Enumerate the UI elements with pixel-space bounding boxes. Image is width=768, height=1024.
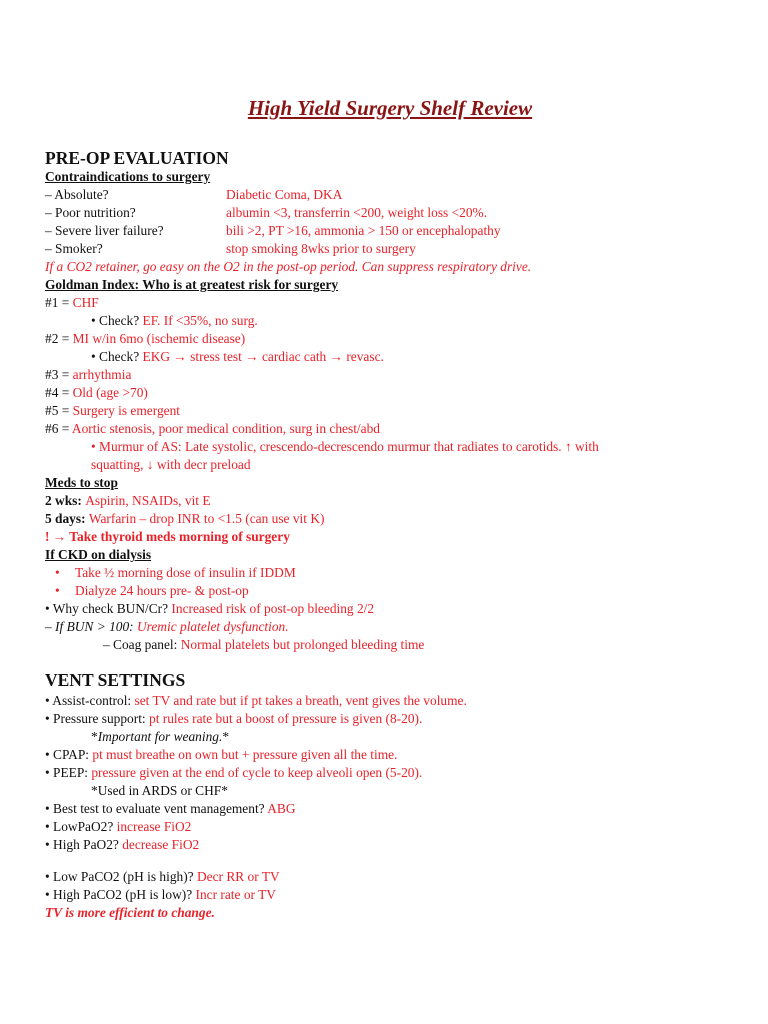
- vent-high-pao2: [45, 836, 199, 854]
- vent-value: decrease FiO2: [122, 837, 200, 852]
- document-title: High Yield Surgery Shelf Review: [247, 96, 533, 120]
- vent-pressure-support: [45, 710, 422, 728]
- vent-value: ABG: [267, 801, 296, 816]
- murmur-note-line-2: squatting, ↓ with decr preload: [91, 457, 251, 472]
- meds-list: Aspirin, NSAIDs, vit E: [85, 493, 211, 508]
- contra-value: bili >2, PT >16, ammonia > 150 or encephalopathy: [226, 223, 501, 238]
- coag-label: – Coag panel:: [103, 637, 181, 652]
- bun-value: Increased risk of post-op bleeding 2/2: [171, 601, 375, 616]
- vent-peep: [45, 764, 422, 782]
- vent-label: • Best test to evaluate vent management?: [45, 801, 268, 816]
- section-heading-vent: VENT SETTINGS: [45, 670, 186, 690]
- goldman-rank: #1 =: [45, 295, 73, 310]
- coag-panel: [103, 636, 424, 654]
- goldman-value: CHF: [72, 295, 99, 310]
- goldman-value: Surgery is emergent: [72, 403, 180, 418]
- vent-cpap: [45, 746, 397, 764]
- goldman-item-6: [45, 420, 380, 438]
- weaning-note: [91, 728, 229, 746]
- check-value: EF. If <35%, no surg.: [142, 313, 258, 328]
- check-label: • Check?: [91, 349, 143, 364]
- ckd-item: [55, 564, 296, 582]
- bun100-label: – If BUN > 100:: [45, 619, 137, 634]
- goldman-rank: #6 =: [45, 421, 72, 436]
- vent-value: pt must breathe on own but + pressure given all the time.: [92, 747, 398, 762]
- meds-list: Warfarin – drop INR to <1.5 (can use vit K): [88, 511, 325, 526]
- vent-label: • CPAP:: [45, 747, 93, 762]
- bun100-value: Uremic platelet dysfunction.: [136, 619, 289, 634]
- vent-label: • LowPaO2?: [45, 819, 117, 834]
- contra-label: – Smoker?: [45, 241, 103, 256]
- vent-label: • PEEP:: [45, 765, 92, 780]
- contra-row: [45, 204, 735, 222]
- ckd-item-text: Take ½ morning dose of insulin if IDDM: [75, 565, 296, 580]
- check-label: • Check?: [91, 313, 143, 328]
- contra-value: Diabetic Coma, DKA: [226, 187, 343, 202]
- goldman-rank: #3 =: [45, 367, 73, 382]
- meds-2wk: [45, 492, 211, 510]
- bun-check: [45, 600, 374, 618]
- goldman-value: arrhythmia: [72, 367, 132, 382]
- tv-efficiency-note: TV is more efficient to change.: [45, 905, 215, 920]
- vent-value: set TV and rate but if pt takes a breath, vent gives the volume.: [134, 693, 467, 708]
- goldman-item-5: [45, 402, 180, 420]
- bullet-icon: •: [55, 583, 60, 598]
- asterisk: *: [222, 729, 230, 744]
- ckd-item: [55, 582, 249, 600]
- ckd-item-text: Dialyze 24 hours pre- & post-op: [75, 583, 249, 598]
- vent-label: • High PaO2?: [45, 837, 123, 852]
- murmur-note-line-1: • Murmur of AS: Late systolic, crescendo-decrescendo murmur that radiates to carotids. ↑ with: [91, 439, 599, 454]
- vent-value: pressure given at the end of cycle to keep alveoli open (5-20).: [91, 765, 423, 780]
- contra-row: [45, 240, 735, 258]
- thyroid-note: ! → Take thyroid meds morning of surgery: [45, 529, 290, 544]
- contraindications-heading: Contraindications to surgery: [45, 169, 211, 184]
- section-heading-preop: PRE-OP EVALUATION: [45, 148, 229, 168]
- vent-high-paco2: [45, 886, 276, 904]
- goldman-item-1: [45, 294, 99, 312]
- vent-value: pt rules rate but a boost of pressure is given (8-20).: [149, 711, 423, 726]
- vent-label: • High PaCO2 (pH is low)?: [45, 887, 196, 902]
- goldman-heading: Goldman Index: Who is at greatest risk for surgery: [45, 277, 339, 292]
- goldman-check-2: [91, 348, 384, 366]
- meds-to-stop-heading: Meds to stop: [45, 475, 118, 490]
- vent-label: • Low PaCO2 (pH is high)?: [45, 869, 197, 884]
- vent-label: • Pressure support:: [45, 711, 149, 726]
- goldman-value: Old (age >70): [72, 385, 148, 400]
- vent-low-paco2: [45, 868, 280, 886]
- goldman-rank: #2 =: [45, 331, 73, 346]
- goldman-check-1: [91, 312, 258, 330]
- bun-100: [45, 618, 289, 636]
- goldman-rank: #4 =: [45, 385, 73, 400]
- contra-row: [45, 186, 735, 204]
- weaning-text: Important for weaning.: [97, 729, 223, 744]
- meds-5d: [45, 510, 324, 528]
- contra-label: – Severe liver failure?: [45, 223, 164, 238]
- bullet-icon: •: [55, 565, 60, 580]
- goldman-rank: #5 =: [45, 403, 73, 418]
- goldman-item-3: [45, 366, 131, 384]
- goldman-value: Aortic stenosis, poor medical condition, surg in chest/abd: [71, 421, 380, 436]
- goldman-value: MI w/in 6mo (ischemic disease): [72, 331, 246, 346]
- coag-value: Normal platelets but prolonged bleeding time: [180, 637, 425, 652]
- vent-low-pao2: [45, 818, 191, 836]
- goldman-item-2: [45, 330, 245, 348]
- ards-note: *Used in ARDS or CHF*: [91, 783, 228, 798]
- check-value: EKG → stress test → cardiac cath → revasc.: [142, 349, 384, 364]
- contra-value: albumin <3, transferrin <200, weight loss <20%.: [226, 205, 488, 220]
- contra-row: [45, 222, 735, 240]
- ckd-heading: If CKD on dialysis: [45, 547, 152, 562]
- contra-label: – Absolute?: [45, 187, 109, 202]
- vent-value: increase FiO2: [116, 819, 192, 834]
- bun-label: • Why check BUN/Cr?: [45, 601, 172, 616]
- contra-label: – Poor nutrition?: [45, 205, 136, 220]
- contra-value: stop smoking 8wks prior to surgery: [226, 241, 416, 256]
- goldman-item-4: [45, 384, 148, 402]
- co2-retainer-note: If a CO2 retainer, go easy on the O2 in the post-op period. Can suppress respiratory drive.: [45, 259, 532, 274]
- meds-timing: 5 days:: [45, 511, 89, 526]
- vent-value: Incr rate or TV: [195, 887, 276, 902]
- vent-assist-control: [45, 692, 467, 710]
- vent-value: Decr RR or TV: [196, 869, 280, 884]
- vent-label: • Assist-control:: [45, 693, 135, 708]
- meds-timing: 2 wks:: [45, 493, 86, 508]
- vent-best-test: [45, 800, 296, 818]
- asterisk: *: [91, 729, 98, 744]
